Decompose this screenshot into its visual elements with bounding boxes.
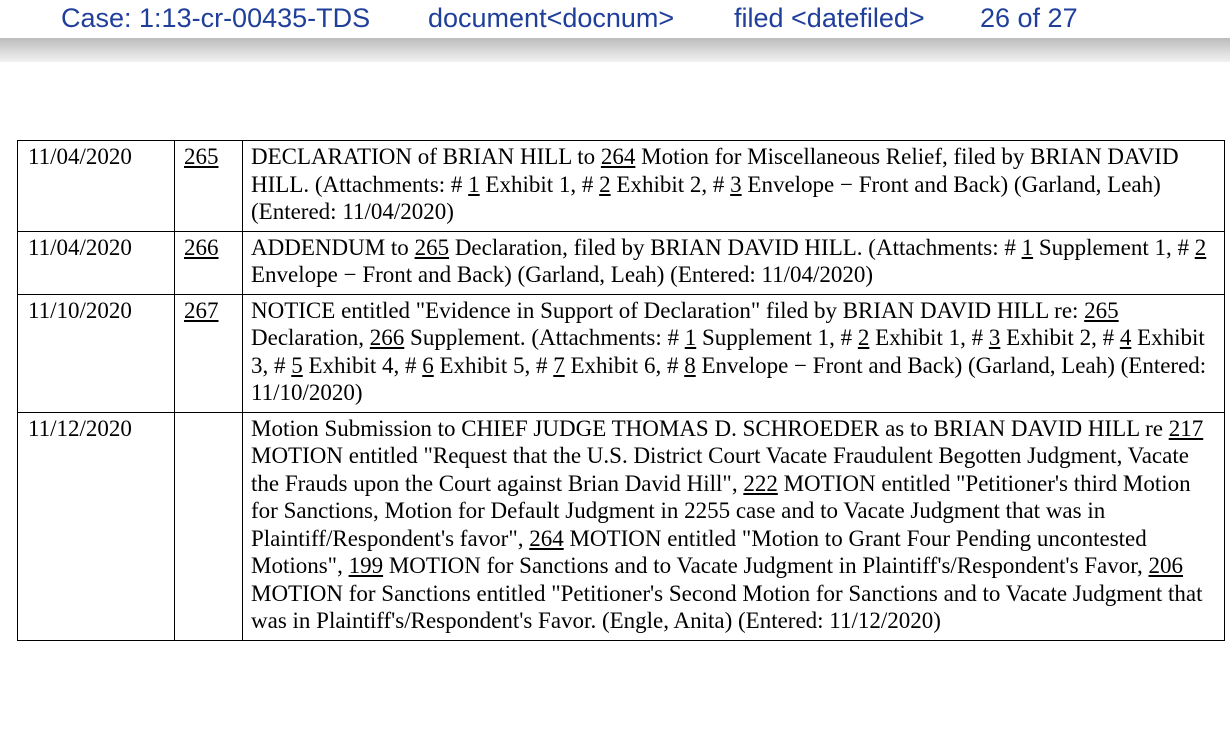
entry-text: Exhibit 1, # xyxy=(479,171,600,197)
filed-date: filed <datefiled> xyxy=(734,3,925,33)
case-number: Case: 1:13-cr-00435-TDS xyxy=(61,3,371,33)
entry-text: Declaration, filed by BRIAN DAVID HILL. (Attachments: # xyxy=(449,234,1022,260)
docket-reference-link[interactable]: 1 xyxy=(684,325,697,350)
docket-reference-link[interactable]: 5 xyxy=(291,352,303,378)
entry-text: MOTION for Sanctions entitled "Petitioner's Second Motion for Sanctions and to Vacate Judgment that was in Plaintiff's/Respondent's Favor. (Engle, Anita) (Entered: 11/12/2020) xyxy=(251,580,1203,633)
docket-reference-link[interactable]: 264 xyxy=(600,144,636,169)
entry-text: Exhibit 5, # xyxy=(433,352,554,378)
docket-reference-link[interactable]: 6 xyxy=(422,352,434,378)
docket-reference-link[interactable]: 199 xyxy=(348,553,384,578)
page-header xyxy=(0,0,1230,38)
docket-entry xyxy=(18,294,1225,412)
entry-description xyxy=(243,141,1225,232)
entry-number-cell xyxy=(175,412,243,640)
entry-text: Motion Submission to CHIEF JUDGE THOMAS D. SCHROEDER as to BRIAN DAVID HILL re xyxy=(251,415,1169,441)
entry-text: Supplement. (Attachments: # xyxy=(404,325,685,350)
entry-text: MOTION for Sanctions and to Vacate Judgment in Plaintiff's/Respondent's Favor, xyxy=(383,553,1149,578)
docket-reference-link[interactable]: 2 xyxy=(857,325,870,350)
entry-text: Exhibit 4, # xyxy=(302,352,423,378)
page-count: 26 of 27 xyxy=(980,3,1078,33)
entry-number-link[interactable]: 265 xyxy=(184,144,219,169)
entry-text: Supplement 1, # xyxy=(696,325,858,350)
docket-reference-link[interactable]: 265 xyxy=(1084,297,1119,323)
docket-reference-link[interactable]: 217 xyxy=(1168,415,1204,441)
docket-reference-link[interactable]: 3 xyxy=(988,325,1001,350)
entry-text: ADDENDUM to xyxy=(251,234,415,260)
entry-text: Exhibit 2, # xyxy=(610,171,731,197)
entry-text: Exhibit 6, # xyxy=(564,352,685,378)
entry-date: 11/04/2020 xyxy=(18,141,175,232)
entry-description xyxy=(243,412,1225,640)
entry-text: Supplement 1, # xyxy=(1033,234,1195,260)
entry-number-link[interactable]: 266 xyxy=(184,234,219,260)
entry-date: 11/10/2020 xyxy=(18,294,175,412)
entry-description xyxy=(243,231,1225,294)
docket-entry xyxy=(18,412,1225,640)
entry-number-cell xyxy=(175,141,243,232)
entry-text: MOTION entitled "Petitioner's third Motion for Sanctions, Motion for Default Judgment in 2255 case and to Vacate Judgment that was in Plaintiff/Respondent's favor", xyxy=(251,470,1191,551)
entry-text: Declaration, xyxy=(251,325,370,350)
docket-reference-link[interactable]: 3 xyxy=(730,171,742,197)
entry-date: 11/04/2020 xyxy=(18,231,175,294)
docket-reference-link[interactable]: 7 xyxy=(553,352,565,378)
docket-reference-link[interactable]: 1 xyxy=(468,171,480,197)
docket-table xyxy=(17,140,1225,641)
docket-reference-link[interactable]: 266 xyxy=(369,325,405,350)
entry-text: Envelope − Front and Back) (Garland, Leah) (Entered: 11/04/2020) xyxy=(251,171,1161,224)
entry-text: Motion for Miscellaneous Relief, filed by BRIAN DAVID HILL. (Attachments: # xyxy=(251,144,1179,197)
docket-reference-link[interactable]: 206 xyxy=(1148,553,1184,578)
entry-text: Exhibit 1, # xyxy=(869,325,989,350)
docket-reference-link[interactable]: 2 xyxy=(1194,234,1207,260)
entry-text: Envelope − Front and Back) (Garland, Leah) (Entered: 11/04/2020) xyxy=(251,262,874,287)
docket-reference-link[interactable]: 4 xyxy=(1119,325,1132,350)
entry-description xyxy=(243,294,1225,412)
entry-text: Exhibit 3, # xyxy=(251,325,1205,378)
entry-number-cell xyxy=(175,231,243,294)
document-number: document<docnum> xyxy=(428,3,675,33)
docket-entry xyxy=(18,231,1225,294)
entry-text: NOTICE entitled "Evidence in Support of Declaration" filed by BRIAN DAVID HILL re: xyxy=(251,297,1085,323)
entry-text: Exhibit 2, # xyxy=(1000,325,1120,350)
entry-number-link[interactable]: 267 xyxy=(184,297,219,323)
entry-text: MOTION entitled "Request that the U.S. District Court Vacate Fraudulent Begotten Judgment, Vacate the Frauds upon the Court against Brian David Hill", xyxy=(251,443,1189,496)
docket-reference-link[interactable]: 265 xyxy=(414,234,450,260)
docket-reference-link[interactable]: 1 xyxy=(1021,234,1034,260)
entry-text: Envelope − Front and Back) (Garland, Leah) (Entered: 11/10/2020) xyxy=(251,352,1207,405)
entry-text: DECLARATION of BRIAN HILL to xyxy=(251,144,601,169)
entry-text: MOTION entitled "Motion to Grant Four Pending uncontested Motions", xyxy=(251,525,1147,578)
entry-date: 11/12/2020 xyxy=(18,412,175,640)
docket-reference-link[interactable]: 8 xyxy=(684,352,696,378)
docket-reference-link[interactable]: 222 xyxy=(743,470,778,496)
header-divider xyxy=(0,38,1230,62)
docket-reference-link[interactable]: 264 xyxy=(529,525,564,551)
docket-reference-link[interactable]: 2 xyxy=(599,171,611,197)
entry-number-cell xyxy=(175,294,243,412)
docket-entry xyxy=(18,141,1225,232)
